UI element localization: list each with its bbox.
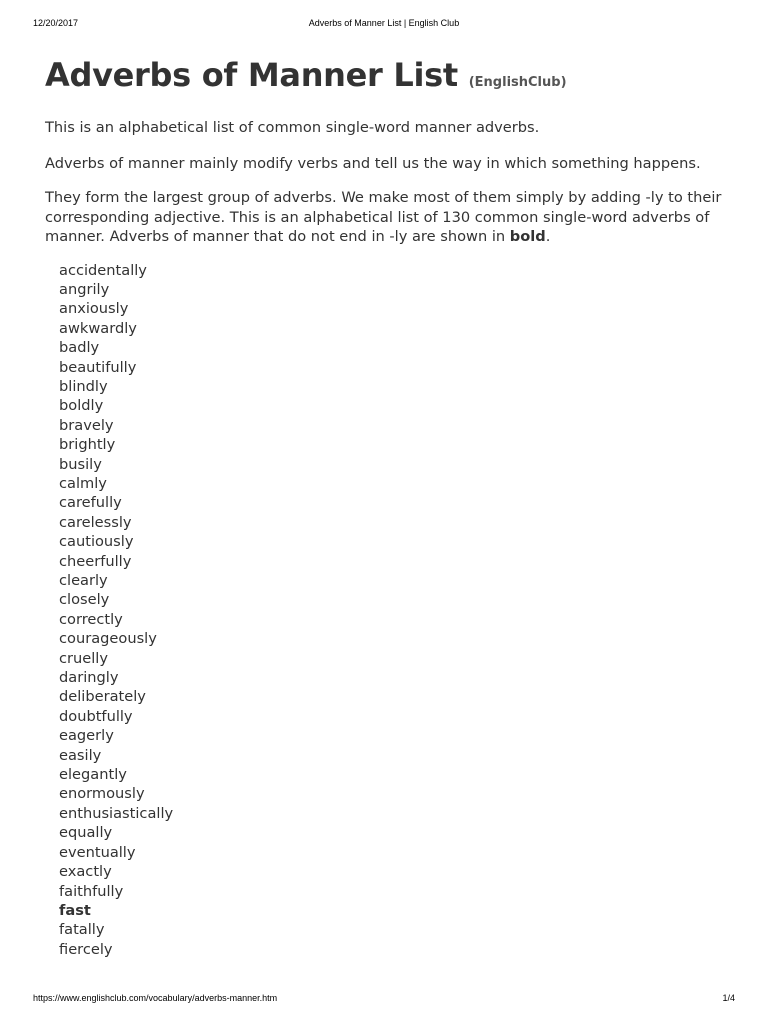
adverb-list-item: cruelly [59, 649, 108, 667]
adverb-list-item: badly [59, 339, 100, 357]
print-page-number: 1/4 [722, 993, 735, 1003]
adverb-list-item: clearly [59, 572, 108, 589]
adverb-list-item: enormously [59, 785, 145, 803]
adverb-list [45, 261, 735, 960]
article [45, 54, 735, 959]
adverb-list-item: equally [59, 824, 113, 842]
adverb-list-item: cheerfully [59, 552, 132, 570]
adverb-list-item: eagerly [59, 727, 114, 745]
adverb-list-item: doubtfully [59, 707, 133, 725]
adverb-list-item: blindly [59, 377, 108, 395]
print-date: 12/20/2017 [33, 18, 79, 28]
adverb-list-item: courageously [59, 630, 157, 648]
intro-paragraph-2: Adverbs of manner mainly modify verbs and tell us the way in which something happens. [45, 154, 701, 172]
adverb-list-item: angrily [59, 280, 110, 298]
intro-paragraph-3-text: They form the largest group of adverbs. We make most of them simply by adding -ly to their corresponding adjective. This is an alphabetical list of 130 common single-word adverbs of manner. Adverbs of manner that do not end in -ly are shown in [45, 189, 722, 245]
adverb-list-item: boldly [59, 397, 104, 415]
adverb-list-item: fatally [59, 921, 105, 939]
adverb-list-item: correctly [59, 610, 123, 628]
adverb-list-item: easily [59, 746, 102, 764]
adverb-list-item: enthusiastically [59, 804, 174, 822]
print-header [33, 18, 735, 30]
adverb-list-item: busily [59, 455, 102, 473]
adverb-list-item: deliberately [59, 688, 146, 706]
adverb-list-item: carefully [59, 494, 122, 512]
adverb-list-item: faithfully [59, 882, 124, 900]
adverb-list-item: accidentally [59, 261, 147, 279]
adverb-list-item: eventually [59, 843, 136, 861]
adverb-list-item: awkwardly [59, 319, 137, 337]
page-title-source: (EnglishClub) [468, 75, 567, 90]
intro-paragraph-3-end: . [545, 228, 551, 245]
bold-example: bold [509, 228, 546, 245]
adverb-list-item: elegantly [59, 766, 127, 784]
adverb-list-item: calmly [59, 474, 107, 492]
adverb-list-item: cautiously [59, 533, 134, 551]
intro-paragraph-1: This is an alphabetical list of common single-word manner adverbs. [45, 119, 540, 136]
adverb-list-item: closely [59, 591, 110, 609]
intro-paragraph-3 [45, 188, 735, 247]
adverb-list-item: daringly [59, 669, 119, 687]
adverb-list-item: carelessly [59, 513, 132, 531]
print-page-title: Adverbs of Manner List | English Club [308, 18, 460, 28]
page-title [45, 54, 735, 104]
adverb-list-item: anxiously [59, 300, 129, 318]
adverb-list-item: beautifully [59, 358, 137, 376]
adverb-list-item: bravely [59, 416, 114, 434]
print-url: https://www.englishclub.com/vocabulary/adverbs-manner.htm [33, 993, 278, 1003]
page-title-text: Adverbs of Manner List [45, 56, 458, 94]
print-footer [33, 993, 735, 1005]
adverb-list-item: fast [59, 901, 91, 919]
adverb-list-item: exactly [59, 863, 112, 881]
adverb-list-item: brightly [59, 436, 116, 454]
adverb-list-item: fiercely [59, 940, 113, 958]
